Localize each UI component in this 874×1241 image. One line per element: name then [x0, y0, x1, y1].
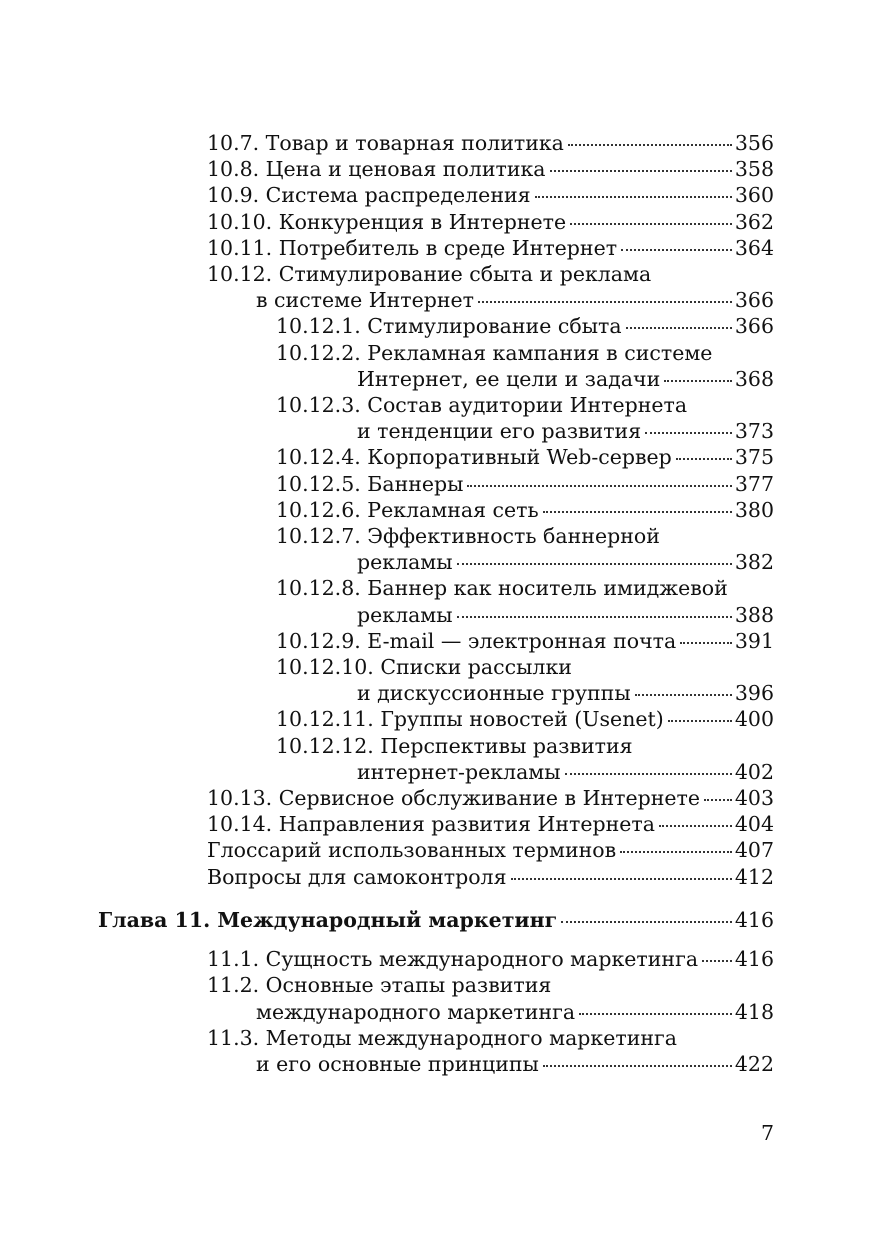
toc-entry-title: рекламы [357, 550, 453, 575]
dot-leader [664, 379, 732, 382]
toc-entry-title: Глава 11. Международный маркетинг [98, 907, 558, 932]
toc-entry [0, 811, 874, 837]
dot-leader [626, 326, 732, 329]
dot-leader [511, 877, 732, 880]
toc-entry-title: 10.12.5. Баннеры [276, 471, 464, 496]
toc-page-number: 358 [734, 157, 774, 182]
toc-page-number: 366 [734, 288, 774, 313]
toc-page-number: 391 [734, 628, 774, 653]
dot-leader [702, 959, 732, 962]
dot-leader [467, 484, 731, 487]
toc-entry-title: 10.13. Сервисное обслуживание в Интернете [207, 786, 700, 811]
toc-entry-title: 10.12.9. E-mail — электронная почта [276, 628, 677, 653]
toc-entry-title: 10.8. Цена и ценовая политика [207, 157, 546, 182]
toc-page-number: 368 [734, 366, 774, 391]
toc-page-number: 412 [734, 864, 774, 889]
toc-page-number: 422 [734, 1051, 774, 1076]
table-of-contents [0, 130, 874, 1077]
toc-page-number: 366 [734, 314, 774, 339]
toc-entry-title: 10.12.8. Баннер как носитель имиджевой [276, 576, 728, 601]
toc-page-number: 364 [734, 235, 774, 260]
toc-page-number: 404 [734, 812, 774, 837]
toc-entry [0, 837, 874, 863]
toc-entry-title: 11.2. Основные этапы развития [207, 973, 552, 998]
dot-leader [704, 798, 732, 801]
toc-entry [0, 261, 874, 313]
toc-page-number: 403 [734, 786, 774, 811]
page-number: 7 [760, 1121, 774, 1145]
dot-leader [680, 641, 732, 644]
toc-entry-title: Вопросы для самоконтроля [207, 864, 507, 889]
dot-leader [635, 693, 732, 696]
toc-entry [0, 340, 874, 392]
toc-entry-title: международного маркетинга [256, 999, 576, 1024]
toc-entry [0, 946, 874, 972]
dot-leader [457, 615, 732, 618]
toc-entry-title: 10.12.4. Корпоративный Web-сервер [276, 445, 672, 470]
toc-entry [0, 209, 874, 235]
toc-entry-title: 10.14. Направления развития Интернета [207, 812, 655, 837]
toc-entry-title: 10.12.10. Списки рассылки [276, 655, 572, 680]
toc-entry-title: интернет-рекламы [357, 759, 561, 784]
dot-leader [457, 562, 732, 565]
toc-entry-title: 10.12.6. Рекламная сеть [276, 497, 539, 522]
toc-page-number: 382 [734, 550, 774, 575]
dot-leader [543, 510, 732, 513]
toc-entry-title: 10.12.12. Перспективы развития [276, 733, 633, 758]
toc-entry-title: 10.12.7. Эффективность баннерной [276, 524, 660, 549]
toc-entry [0, 1025, 874, 1077]
toc-entry [0, 313, 874, 339]
dot-leader [676, 457, 732, 460]
toc-entry [0, 392, 874, 444]
dot-leader [543, 1064, 732, 1067]
dot-leader [668, 719, 732, 722]
toc-page-number: 418 [734, 999, 774, 1024]
toc-chapter [0, 907, 874, 933]
toc-entry-title: 10.12.11. Группы новостей (Usenet) [276, 707, 664, 732]
toc-page-number: 360 [734, 183, 774, 208]
toc-entry [0, 182, 874, 208]
toc-entry [0, 864, 874, 890]
toc-entry [0, 156, 874, 182]
dot-leader [535, 195, 732, 198]
dot-leader [550, 169, 732, 172]
toc-entry [0, 471, 874, 497]
dot-leader [645, 431, 732, 434]
toc-entry-title: и его основные принципы [256, 1051, 539, 1076]
toc-entry [0, 523, 874, 575]
toc-page-number: 373 [734, 419, 774, 444]
toc-entry-title: Глоссарий использованных терминов [207, 838, 617, 863]
toc-entry [0, 706, 874, 732]
toc-page-number: 407 [734, 838, 774, 863]
toc-entry-title: 10.12.3. Состав аудитории Интернета [276, 393, 688, 418]
toc-entry-title: 10.12.1. Стимулирование сбыта [276, 314, 622, 339]
toc-entry-title: 10.11. Потребитель в среде Интернет [207, 235, 618, 260]
toc-entry [0, 733, 874, 785]
dot-leader [568, 143, 732, 146]
toc-page-number: 362 [734, 209, 774, 234]
toc-page-number: 388 [734, 602, 774, 627]
toc-entry [0, 575, 874, 627]
toc-entry-title: 10.12. Стимулирование сбыта и реклама [207, 262, 652, 287]
toc-entry-title: 10.7. Товар и товарная политика [207, 131, 564, 155]
toc-entry [0, 444, 874, 470]
toc-entry-title: 10.9. Система распределения [207, 183, 531, 208]
toc-entry [0, 785, 874, 811]
toc-entry-title: 11.3. Методы международного маркетинга [207, 1025, 677, 1050]
toc-entry [0, 235, 874, 261]
dot-leader [621, 248, 732, 251]
toc-entry [0, 654, 874, 706]
dot-leader [565, 772, 732, 775]
toc-entry-title: рекламы [357, 602, 453, 627]
dot-leader [478, 300, 732, 303]
dot-leader [570, 222, 732, 225]
dot-leader [579, 1012, 732, 1015]
dot-leader [561, 920, 732, 923]
toc-page-number: 396 [734, 681, 774, 706]
dot-leader [659, 824, 732, 827]
toc-entry-title: в системе Интернет [256, 288, 475, 313]
toc-page-number: 356 [734, 131, 774, 155]
toc-page-number: 377 [734, 471, 774, 496]
toc-entry [0, 628, 874, 654]
toc-entry [0, 972, 874, 1024]
toc-entry-title: и дискуссионные группы [357, 681, 631, 706]
toc-page-number: 375 [734, 445, 774, 470]
toc-page-number: 402 [734, 759, 774, 784]
toc-page-number: 400 [734, 707, 774, 732]
toc-entry-title: 10.10. Конкуренция в Интернете [207, 209, 567, 234]
toc-entry [0, 130, 874, 156]
toc-entry-title: 11.1. Сущность международного маркетинга [207, 947, 699, 972]
toc-entry-title: Интернет, ее цели и задачи [357, 366, 661, 391]
toc-page-number: 416 [734, 947, 774, 972]
toc-entry-title: и тенденции его развития [357, 419, 642, 444]
toc-entry-title: 10.12.2. Рекламная кампания в системе [276, 340, 713, 365]
dot-leader [620, 850, 732, 853]
toc-page-number: 380 [734, 497, 774, 522]
toc-page-number: 416 [734, 907, 774, 932]
toc-entry [0, 497, 874, 523]
